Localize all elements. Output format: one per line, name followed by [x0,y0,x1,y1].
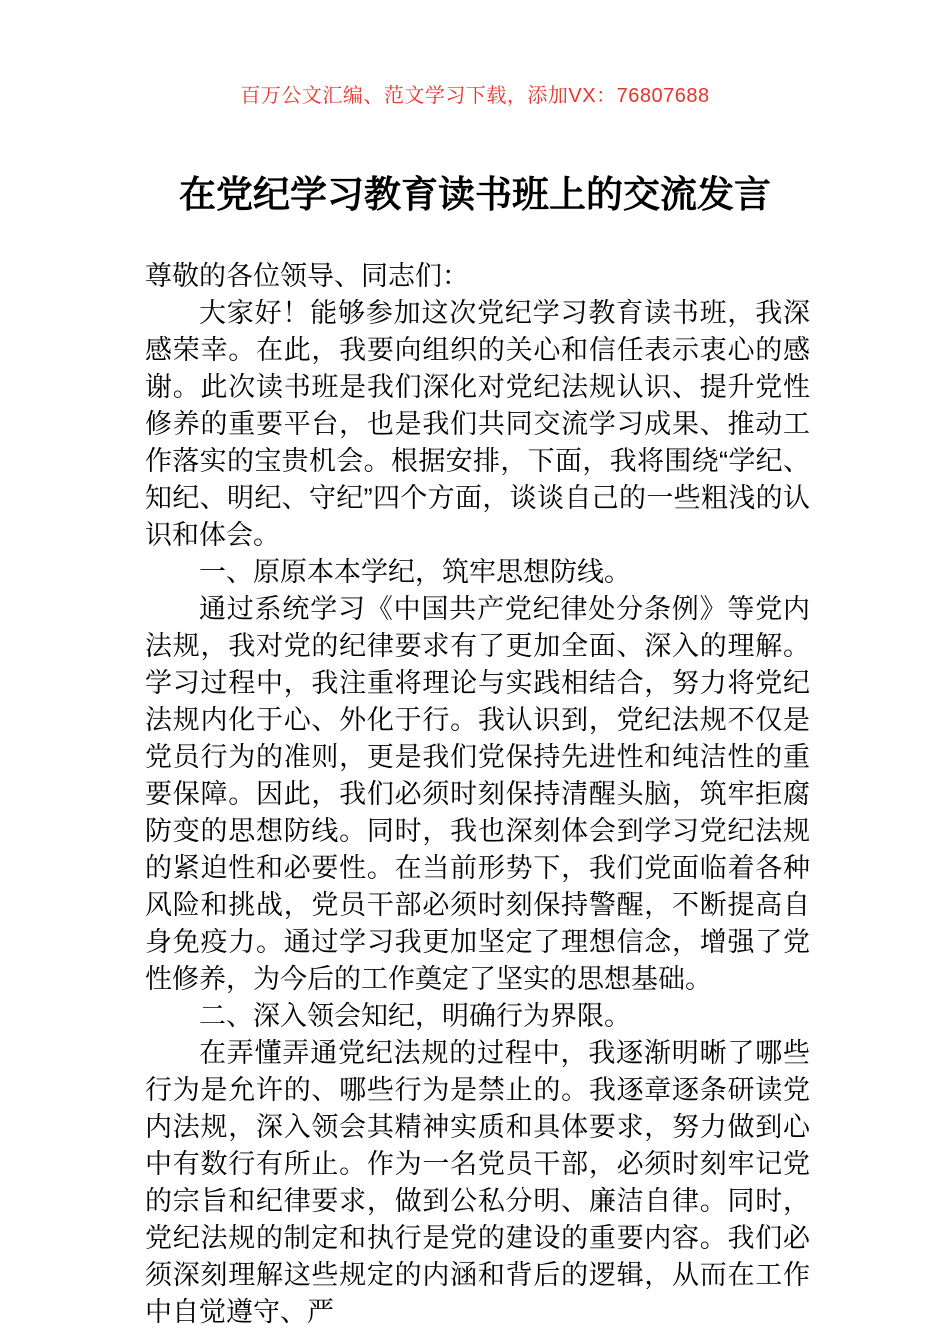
document-body [145,258,810,1331]
header-notice: 百万公文汇编、范文学习下载，添加VX：76807688 [240,85,710,107]
paragraph-container [145,295,810,1331]
body-paragraph: 在弄懂弄通党纪法规的过程中，我逐渐明晰了哪些行为是允许的、哪些行为是禁止的。我逐章逐条研读党内法规，深入领会其精神实质和具体要求，努力做到心中有数行有所止。作为一名党员干部，必须时刻牢记党的宗旨和纪律要求，做到公私分明、廉洁自律。同时，党纪法规的制定和执行是党的建设的重要内容。我们必须深刻理解这些规定的内涵和背后的逻辑，从而在工作中自觉遵守、严 [145,1038,810,1327]
body-paragraph: 通过系统学习《中国共产党纪律处分条例》等党内法规，我对党的纪律要求有了更加全面、深入的理解。学习过程中，我注重将理论与实践相结合，努力将党纪法规内化于心、外化于行。我认识到，党纪法规不仅是党员行为的准则，更是我们党保持先进性和纯洁性的重要保障。因此，我们必须时刻保持清醒头脑，筑牢拒腐防变的思想防线。同时，我也深刻体会到学习党纪法规的紧迫性和必要性。在当前形势下，我们党面临着各种风险和挑战，党员干部必须时刻保持警醒，不断提高自身免疫力。通过学习我更加坚定了理想信念，增强了党性修养，为今后的工作奠定了坚实的思想基础。 [145,594,810,994]
section-heading: 一、原原本本学纪，筑牢思想防线。 [199,557,631,587]
section-heading: 二、深入领会知纪，明确行为界限。 [199,1001,631,1031]
document-title: 在党纪学习教育读书班上的交流发言 [179,174,771,215]
body-paragraph: 大家好！能够参加这次党纪学习教育读书班，我深感荣幸。在此，我要向组织的关心和信任表示衷心的感谢。此次读书班是我们深化对党纪法规认识、提升党性修养的重要平台，也是我们共同交流学习成果、推动工作落实的宝贵机会。根据安排，下面，我将围绕“学纪、知纪、明纪、守纪”四个方面，谈谈自己的一些粗浅的认识和体会。 [145,298,810,550]
salutation: 尊敬的各位领导、同志们： [145,261,469,291]
